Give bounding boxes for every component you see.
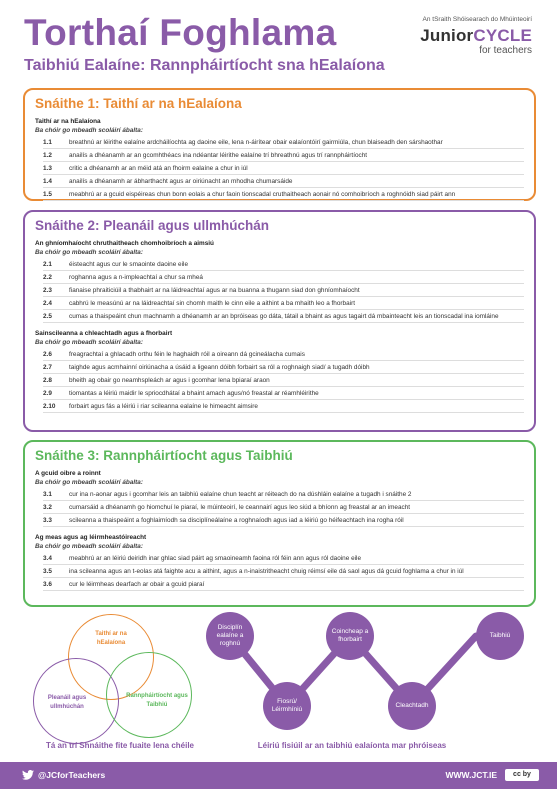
outcome-row xyxy=(43,136,524,149)
strand-3-list-1 xyxy=(35,488,524,527)
outcome-text: éisteacht agus cur le smaointe daoine eile xyxy=(69,260,189,268)
outcome-text: bheith ag obair go neamhspleách ar agus i gcomhar lena bpiaraí araon xyxy=(69,376,270,384)
outcome-number: 3.3 xyxy=(43,516,52,524)
strand-2-list-2 xyxy=(35,348,524,413)
process-node-1: Disciplín ealaíne a roghnú xyxy=(206,612,254,660)
strand-2-title: Snáithe 2: Pleanáil agus ullmhúchán xyxy=(35,218,270,233)
outcome-row xyxy=(43,488,524,501)
outcome-number: 2.1 xyxy=(43,260,52,268)
strand-2-section-2-sub: Ba chóir go mbeadh scoláirí ábalta: xyxy=(35,339,143,346)
website-link[interactable]: WWW.JCT.IE xyxy=(445,770,497,780)
outcome-row xyxy=(43,400,524,413)
outcome-row xyxy=(43,149,524,162)
process-node-5: Taibhiú xyxy=(476,612,524,660)
strand-1-section-head: Taithí ar na hEalaíona xyxy=(35,118,101,125)
outcome-row xyxy=(43,374,524,387)
strand-3-section-2-sub: Ba chóir go mbeadh scoláirí ábalta: xyxy=(35,543,143,550)
strand-2-list-1 xyxy=(35,258,524,323)
twitter-handle: @JCforTeachers xyxy=(38,770,106,780)
strand-1-section-sub: Ba chóir go mbeadh scoláirí ábalta: xyxy=(35,127,143,134)
strand-3-box xyxy=(23,440,536,607)
outcome-number: 1.5 xyxy=(43,190,52,198)
outcome-text: cur le léirmheas dearfach ar obair a gcuid piaraí xyxy=(69,580,205,588)
outcome-text: critic a dhéanamh ar an méid atá an fhoirm ealaíne a chur in iúl xyxy=(69,164,248,172)
outcome-number: 3.2 xyxy=(43,503,52,511)
logo-junior: Junior xyxy=(420,26,474,45)
process-node-2: Fiosrú/ Léirmhíniú xyxy=(263,682,311,730)
outcome-text: ina scileanna agus an t-eolas atá faighte acu a aithint, agus a n-inaistritheacht chuig réimsí eile dá saol agus dá gcuid foghlama a chur in iúl xyxy=(69,567,464,575)
strand-2-box xyxy=(23,210,536,432)
outcome-row xyxy=(43,552,524,565)
outcome-number: 2.6 xyxy=(43,350,52,358)
venn-caption: Tá an trí Shnáithe fite fuaite lena chéile xyxy=(45,741,195,750)
outcome-text: breathnú ar léirithe ealaíne ardcháilíochta ag daoine eile, lena n-áirítear obair ealaíontóirí gairmiúla, chun blaiseadh den sárshaothar xyxy=(69,138,443,146)
outcome-text: taighde agus acmhainní oiriúnacha a úsáid a ligeann dóibh forbairt sa ról a roghnaigh siad/ a tugadh dóibh xyxy=(69,363,370,371)
venn-diagram xyxy=(30,614,200,739)
outcome-row xyxy=(43,175,524,188)
header xyxy=(24,10,536,90)
outcome-number: 1.2 xyxy=(43,151,52,159)
outcome-row xyxy=(43,284,524,297)
junior-cycle-logo xyxy=(402,16,532,56)
strand-1-list xyxy=(35,136,524,201)
outcome-row xyxy=(43,188,524,201)
strand-3-section-2-head: Ag meas agus ag léirmheastóireacht xyxy=(35,534,147,541)
strand-2-section-1-sub: Ba chóir go mbeadh scoláirí ábalta: xyxy=(35,249,143,256)
outcome-text: cur ina n-aonar agus i gcomhar leis an taibhiú ealaíne chun teacht ar réiteach do na dúshláin ealaíne a tugadh i snáithe 2 xyxy=(69,490,412,498)
twitter-icon xyxy=(22,770,34,780)
logo-for-teachers: for teachers xyxy=(479,45,532,56)
outcome-number: 2.4 xyxy=(43,299,52,307)
outcome-row xyxy=(43,565,524,578)
page-subtitle: Taibhiú Ealaíne: Rannpháirtíocht sna hEalaíona xyxy=(24,57,385,74)
outcome-text: cabhrú le measúnú ar na láidreachtaí sin chomh maith le cinn eile a aithint a ba mhaith leo a fhorbairt xyxy=(69,299,355,307)
process-node-4: Cleachtadh xyxy=(388,682,436,730)
strand-1-box xyxy=(23,88,536,201)
outcome-text: freagrachtaí a ghlacadh orthu féin le haghaidh róil a oireann dá gcineálacha cumais xyxy=(69,350,305,358)
strand-2-section-1-head: An ghníomhaíocht chruthaitheach chomhoibríoch a aimsiú xyxy=(35,240,214,247)
outcome-number: 3.4 xyxy=(43,554,52,562)
twitter-link[interactable] xyxy=(22,770,105,780)
outcome-row xyxy=(43,310,524,323)
outcome-text: meabhrú ar a gcuid eispéireas chun bonn eolais a chur faoin tionscadal cruthaitheach aonair nó comhoibríoch a roghnóidh siad páirt ann xyxy=(69,190,456,198)
outcome-number: 1.1 xyxy=(43,138,52,146)
strand-1-title: Snáithe 1: Taithí ar na hEalaíona xyxy=(35,96,242,111)
outcome-number: 1.4 xyxy=(43,177,52,185)
venn-label-green: Rannpháirtíocht agus Taibhiú xyxy=(126,693,188,708)
outcome-row xyxy=(43,514,524,527)
outcome-number: 2.8 xyxy=(43,376,52,384)
logo-cycle: CYCLE xyxy=(473,26,532,45)
outcome-row xyxy=(43,258,524,271)
outcome-number: 3.1 xyxy=(43,490,52,498)
outcome-row xyxy=(43,348,524,361)
outcome-text: scileanna a thaispeáint a foghlaimíodh sa disciplíneálaíne a roghnaíodh agus iad a léiriú go héifeachtach ina rogha róil xyxy=(69,516,404,524)
strand-3-section-1-head: A gcuid oibre a roinnt xyxy=(35,470,101,477)
outcome-text: fianaise phraiticiúil a thabhairt ar na láidreachtaí agus ar na buanna a thugann siad don ghníomhaíocht xyxy=(69,286,360,294)
outcome-row xyxy=(43,361,524,374)
outcome-number: 2.2 xyxy=(43,273,52,281)
strand-3-section-1-sub: Ba chóir go mbeadh scoláirí ábalta: xyxy=(35,479,143,486)
strand-3-title: Snáithe 3: Rannpháirtíocht agus Taibhiú xyxy=(35,448,293,463)
outcome-row xyxy=(43,578,524,591)
outcome-text: anailís a dhéanamh ar ábharthacht agus ar oiriúnacht an mhodha chumarsáide xyxy=(69,177,293,185)
strand-2-section-2-head: Sainscileanna a chleachtadh agus a fhorbairt xyxy=(35,330,173,337)
cc-license-badge: cc by xyxy=(505,769,539,781)
process-diagram xyxy=(180,608,540,738)
outcome-text: forbairt agus fás a léiriú i riar scileanna ealaíne le himeacht aimsire xyxy=(69,402,258,410)
outcome-text: meabhrú ar an léiriú deiridh inar ghlac siad páirt ag smaoineamh faoina ról féin ann agus ról daoine eile xyxy=(69,554,362,562)
outcome-number: 2.7 xyxy=(43,363,52,371)
outcome-number: 3.6 xyxy=(43,580,52,588)
outcome-row xyxy=(43,162,524,175)
strand-3-list-2 xyxy=(35,552,524,591)
outcome-row xyxy=(43,387,524,400)
outcome-number: 2.10 xyxy=(43,402,56,410)
outcome-number: 2.3 xyxy=(43,286,52,294)
outcome-row xyxy=(43,271,524,284)
outcome-number: 2.5 xyxy=(43,312,52,320)
logo-small-text: An tSraith Shóisearach do Mhúinteoirí xyxy=(422,16,532,23)
outcome-row xyxy=(43,501,524,514)
outcome-row xyxy=(43,297,524,310)
outcome-text: cumas a thaispeáint chun machnamh a dhéanamh ar an bpróiseas go dáta, tátail a bhaint as agus tagairt dá mbainteacht leis an tionscadal ina iomláine xyxy=(69,312,499,320)
outcome-number: 1.3 xyxy=(43,164,52,172)
venn-label-purple: Pleanáil agus ullmhúchán xyxy=(47,695,87,710)
process-caption: Léiriú fisiúil ar an taibhiú ealaíonta mar phróiseas xyxy=(257,741,447,750)
process-node-3: Coincheap a fhorbairt xyxy=(326,612,374,660)
page-title: Torthaí Foghlama xyxy=(24,12,337,53)
outcome-text: cumarsáid a dhéanamh go hiomchuí le piaraí, le múinteoirí, le ceannairí agus leo siúd a bhíonn ag freastal ar an imeacht xyxy=(69,503,411,511)
outcome-text: anailís a dhéanamh ar an gcomhthéacs ina ndéantar léirithe ealaíne trí bhreathnú agus trí rannpháirtíocht xyxy=(69,151,368,159)
footer xyxy=(0,762,557,789)
outcome-text: tiomantas a léiriú maidir le spriocdhátaí a bhaint amach agus/nó freastal ar réamhléirithe xyxy=(69,389,319,397)
outcome-number: 3.5 xyxy=(43,567,52,575)
outcome-text: roghanna agus a n-impleachtaí a chur sa mheá xyxy=(69,273,203,281)
logo-wordmark xyxy=(402,26,532,46)
venn-label-orange: Taithí ar na hEalaíona xyxy=(95,631,127,646)
outcome-number: 2.9 xyxy=(43,389,52,397)
